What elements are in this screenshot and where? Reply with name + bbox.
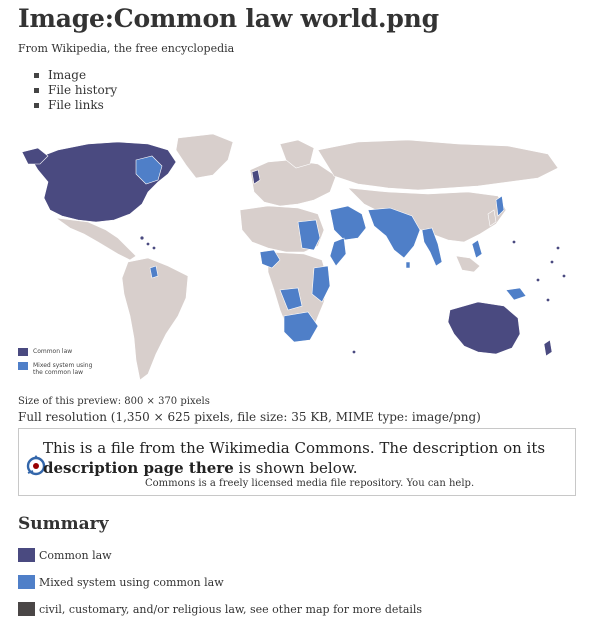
summary-swatch-common-law [18, 548, 35, 562]
full-resolution-link[interactable]: Full resolution (1,350 × 625 pixels, file size: 35 KB, MIME type: image/png) [18, 410, 481, 424]
summary-item-label: Mixed system using common law [39, 575, 224, 589]
commons-notice-box [18, 428, 576, 496]
island-dot [140, 236, 143, 239]
legend-label [33, 362, 92, 376]
toc-item-file-history[interactable]: File history [34, 83, 117, 98]
summary-swatch-mixed [18, 575, 35, 589]
island-dot [563, 275, 566, 278]
toc-item-file-links[interactable]: File links [34, 98, 117, 113]
toc-item-image[interactable]: Image [34, 68, 117, 83]
island-dot [353, 351, 356, 354]
island-dot [537, 279, 540, 282]
land-mexico [56, 218, 136, 260]
legend-swatch-common-law [18, 348, 28, 356]
legend-label: Common law [33, 348, 73, 355]
commons-line-3[interactable]: Commons is a freely licensed media file repository. You can help. [145, 478, 475, 489]
island-dot [547, 299, 550, 302]
preview-size-text: Size of this preview: 800 × 370 pixels [18, 396, 210, 407]
legend-label-line2: the common law [33, 369, 84, 376]
common-law-north-america [32, 142, 176, 222]
commons-line-2-rest: is shown below. [233, 459, 358, 477]
island-dot [557, 247, 560, 250]
world-map-image[interactable] [18, 130, 578, 392]
legend-label-line1: Mixed system using [33, 362, 93, 369]
common-law-new-zealand [544, 340, 552, 356]
page-title: Image:Common law world.png [18, 4, 439, 33]
legend-swatch-mixed [18, 362, 28, 370]
summary-swatch-civil [18, 602, 35, 616]
land-russia [318, 140, 558, 190]
island-dot [513, 241, 516, 244]
land-se-asia [456, 256, 480, 272]
common-law-australia [448, 302, 520, 354]
commons-line-2 [43, 459, 358, 477]
mixed-middle-east [330, 206, 366, 240]
land-europe [250, 160, 336, 206]
mixed-somalia [330, 238, 346, 266]
file-toc [34, 68, 117, 113]
summary-heading: Summary [18, 514, 109, 534]
map-legend-mixed [18, 362, 92, 376]
mixed-philippines [472, 240, 482, 258]
island-dot [147, 243, 150, 246]
summary-item-mixed [18, 575, 224, 589]
island-dot [551, 261, 554, 264]
description-page-link[interactable]: description page there [43, 459, 234, 477]
land-greenland [176, 134, 233, 178]
summary-item-civil [18, 602, 422, 616]
commons-line-1: This is a file from the Wikimedia Commons. The description on its [43, 439, 546, 457]
map-legend [18, 348, 92, 382]
map-legend-common-law [18, 348, 92, 356]
mixed-sri-lanka [406, 262, 410, 268]
summary-item-label: Common law [39, 548, 112, 562]
summary-item-common-law [18, 548, 112, 562]
mixed-png [506, 288, 526, 300]
page-subtitle: From Wikipedia, the free encyclopedia [18, 42, 235, 55]
summary-item-label: civil, customary, and/or religious law, see other map for more details [39, 602, 423, 616]
island-dot [153, 247, 156, 250]
